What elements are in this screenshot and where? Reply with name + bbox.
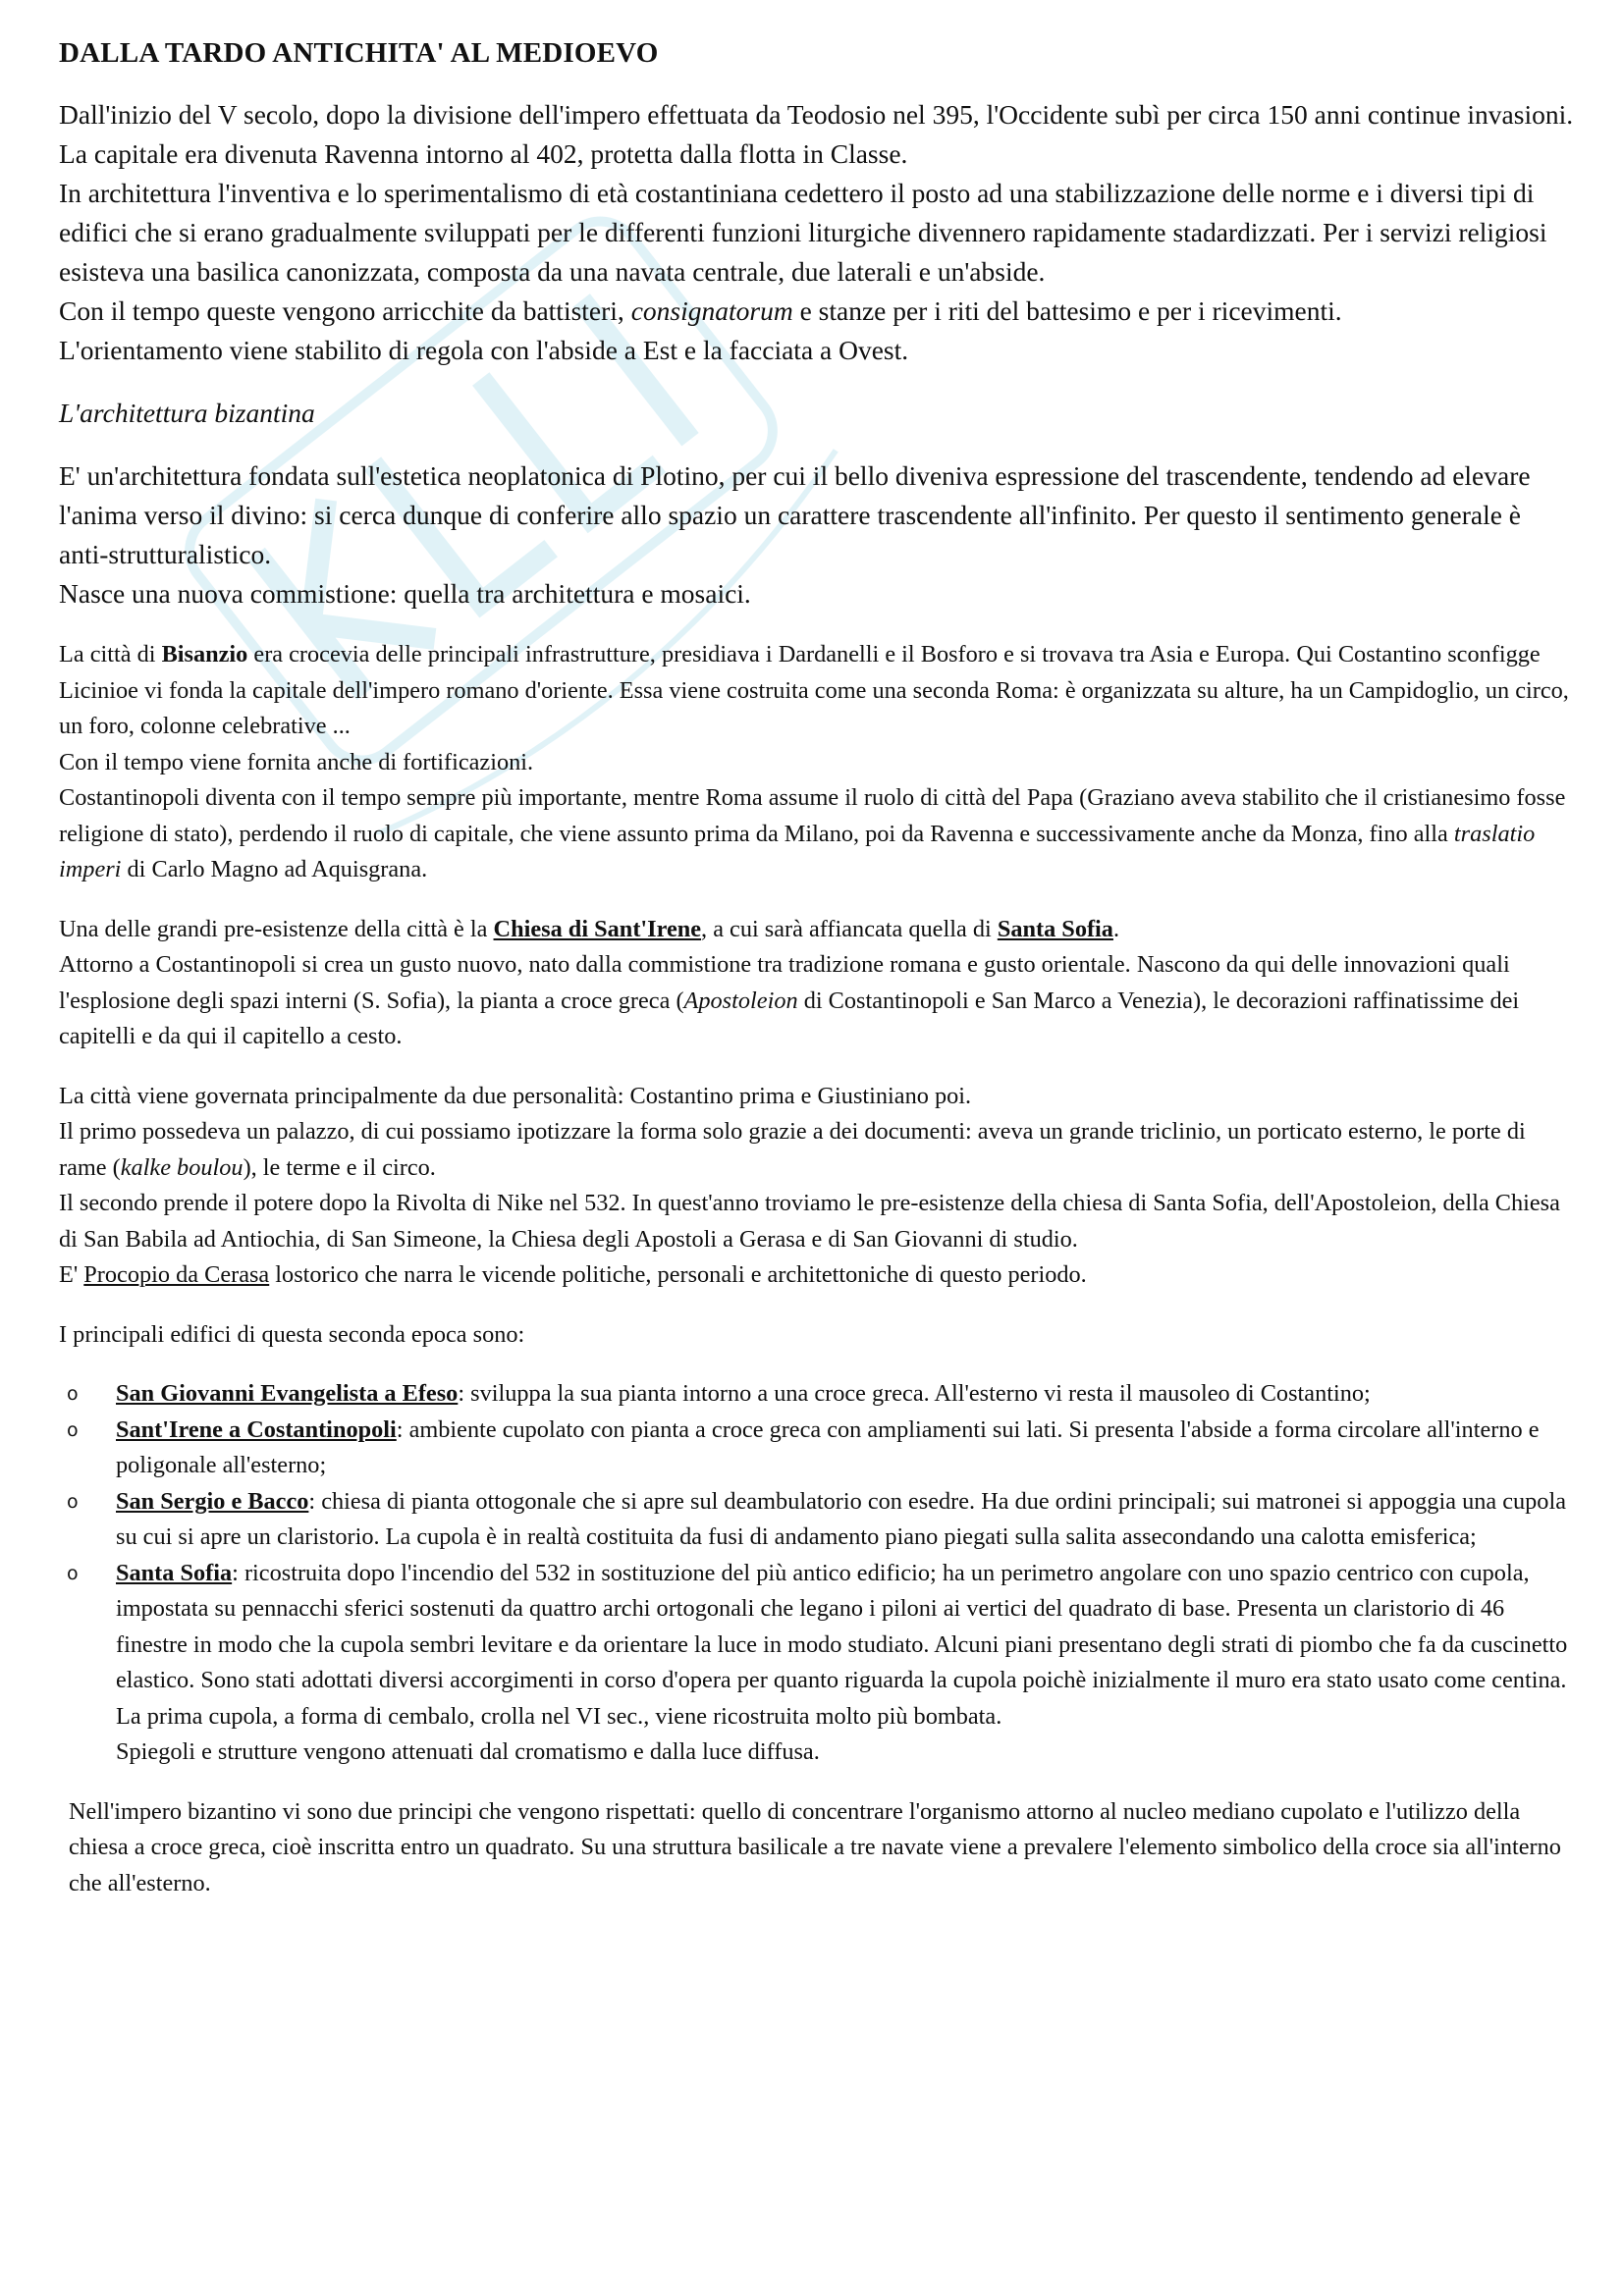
bullet-icon: o [67, 1490, 79, 1513]
governo-p4-underline: Procopio da Cerasa [83, 1261, 270, 1288]
bullet-icon: o [67, 1418, 79, 1441]
list-item-name: San Giovanni Evangelista a Efeso [116, 1380, 459, 1407]
byzantine-section [59, 456, 1576, 614]
list-item-text: : ricostruita dopo l'incendio del 532 in sostituzione del più antico edificio; ha un perimetro angolare con uno spazio centrico con cupola, impostata su pennacchi sferici sostenuti da quattro archi ortogonali che legano i piloni ai vertici del quadrato di base. Presenta un claristorio di 46 finestre in modo che la cupola sembri levitare e da orientare la luce in modo studiato. Alcuni piani presentano degli strati di piombo che fa da cuscinetto elastico. Sono stati adottati diversi accorgimenti in corso d'opera per quanto riguarda la cupola poichè inizialmente il muro era stato usato come centina. La prima cupola, a forma di cembalo, crolla nel VI sec., viene ricostruita molto più bombata. [116, 1559, 1568, 1730]
list-item [59, 1556, 1576, 1771]
irene-bold-underline-2: Santa Sofia [997, 915, 1113, 942]
list-item-text: : ambiente cupolato con pianta a croce greca con ampliamenti sui lati. Si presenta l'abside a forma circolare all'interno e poligonale all'esterno; [116, 1415, 1540, 1478]
irene-text-c: . [1112, 915, 1120, 942]
bisanzio-text-a: La città di [59, 641, 162, 667]
irene-text-a: Una delle grandi pre-esistenze della città è la [59, 915, 494, 942]
governo-p4-text-a: E' [59, 1261, 84, 1288]
list-item-text: : sviluppa la sua pianta intorno a una croce greca. All'esterno vi resta il mausoleo di Costantino; [458, 1380, 1371, 1407]
byzantine-paragraph-2: Nasce una nuova commistione: quella tra architettura e mosaici. [59, 578, 751, 609]
bisanzio-text-b: era crocevia delle principali infrastrutture, presidiava i Dardanelli e il Bosforo e si trovava tra Asia e Europa. Qui Costantino sconfigge Licinioe vi fonda la capitale dell'impero romano d'oriente. Essa viene costruita come una seconda Roma: è organizzata su alture, ha un Campidoglio, un circo, un foro, colonne celebrative ... [59, 641, 1569, 739]
intro-p3-text-b: e stanze per i riti del battesimo e per i ricevimenti. [792, 295, 1342, 326]
bisanzio-p3-text-b: di Carlo Magno ad Aquisgrana. [121, 856, 428, 882]
list-item-name: San Sergio e Bacco [116, 1487, 309, 1515]
edifici-intro: I principali edifici di questa seconda epoca sono: [59, 1320, 525, 1348]
intro-p3-italic: consignatorum [630, 295, 793, 326]
governo-section [59, 1079, 1576, 1294]
intro-section [59, 95, 1576, 370]
intro-p3-text-a: Con il tempo queste vengono arricchite da battisteri, [59, 295, 631, 326]
governo-paragraph-4 [59, 1257, 1576, 1294]
irene-p2-italic: Apostoleion [683, 987, 798, 1014]
governo-p4-text-b: lostorico che narra le vicende politiche, personali e architettoniche di questo periodo. [269, 1261, 1087, 1288]
irene-paragraph-2 [59, 947, 1576, 1055]
list-item-name: Sant'Irene a Costantinopoli [116, 1415, 397, 1443]
list-item-name: Santa Sofia [116, 1559, 233, 1586]
bisanzio-section [59, 637, 1576, 888]
byzantine-paragraph-1: E' un'architettura fondata sull'estetica neoplatonica di Plotino, per cui il bello diveniva espressione del trascendente, tendendo ad elevare l'anima verso il divino: si cerca dunque di conferire allo spazio un carattere trascendente all'infinito. Per questo il sentimento generale è anti-strutturalistico. [59, 460, 1531, 569]
irene-p2-text-a: Attorno a Costantinopoli si crea un gusto nuovo, nato dalla commistione tra tradizione romana e gusto orientale. Nascono da qui delle innovazioni quali l'esplosione degli spazi interni (S. Sofia), la pianta a croce greca ( [59, 951, 1510, 1014]
bisanzio-p3-text-a: Costantinopoli diventa con il tempo sempre più importante, mentre Roma assume il ruolo di città del Papa (Graziano aveva stabilito che il cristianesimo fosse religione di stato), perdendo il ruolo di capitale, che viene assunto prima da Milano, poi da Ravenna e successivamente anche da Monza, fino alla [59, 784, 1566, 847]
irene-paragraph-1 [59, 912, 1576, 948]
document-body [59, 37, 1576, 1901]
list-item [59, 1376, 1576, 1413]
bullet-icon: o [67, 1383, 79, 1405]
intro-paragraph-3 [59, 292, 1576, 331]
intro-paragraph-1: Dall'inizio del V secolo, dopo la divisione dell'impero effettuata da Teodosio nel 395, l'Occidente subì per circa 150 anni continue invasioni. La capitale era divenuta Ravenna intorno al 402, protetta dalla flotta in Classe. [59, 99, 1574, 169]
intro-paragraph-4: L'orientamento viene stabilito di regola con l'abside a Est e la facciata a Ovest. [59, 335, 909, 365]
bisanzio-paragraph-1 [59, 637, 1576, 745]
byzantine-heading: L'architettura bizantina [59, 398, 315, 428]
list-item [59, 1484, 1576, 1556]
bisanzio-paragraph-2: Con il tempo viene fornita anche di fortificazioni. [59, 748, 534, 775]
governo-paragraph-1: La città viene governata principalmente da due personalità: Costantino prima e Giustiniano poi. [59, 1082, 972, 1109]
governo-paragraph-3: Il secondo prende il potere dopo la Rivolta di Nike nel 532. In quest'anno troviamo le pre-esistenze della chiesa di Santa Sofia, dell'Apostoleion, della Chiesa di San Babila ad Antiochia, di San Simeone, la Chiesa degli Apostoli a Gerasa e di San Giovanni di studio. [59, 1190, 1560, 1253]
irene-p2-text-b: di Costantinopoli e San Marco a Venezia), le decorazioni raffinatissime dei capitelli e da qui il capitello a cesto. [59, 987, 1520, 1049]
intro-paragraph-2: In architettura l'inventiva e lo sperimentalismo di età costantiniana cedettero il posto ad una stabilizzazione delle norme e i diversi tipi di edifici che si erano gradualmente sviluppati per le differenti funzioni liturgiche divennero rapidamente stadardizzati. Per i servizi religiosi esisteva una basilica canonizzata, composta da una navata centrale, due laterali e un'abside. [59, 178, 1547, 287]
irene-text-b: , a cui sarà affiancata quella di [701, 915, 998, 942]
irene-section [59, 912, 1576, 1055]
edifici-list [59, 1376, 1576, 1771]
conclusion-paragraph: Nell'impero bizantino vi sono due principi che vengono rispettati: quello di concentrare l'organismo attorno al nucleo mediano cupolato e l'utilizzo della chiesa a croce greca, cioè inscritta entro un quadrato. Su una struttura basilicale a tre navate viene a prevalere l'elemento simbolico della croce sia all'interno che all'esterno. [69, 1797, 1561, 1896]
list-item-text: : chiesa di pianta ottogonale che si apre sul deambulatorio con esedre. Ha due ordini principali; sui matronei si appoggia una cupola su cui si apre un claristorio. La cupola è in realtà costituita da fusi di andamento piano piegati sulla salita assecondando una calotta emisferica; [116, 1487, 1566, 1550]
governo-p2-italic: kalke boulou [120, 1153, 243, 1181]
bullet-icon: o [67, 1562, 79, 1584]
bisanzio-bold: Bisanzio [161, 641, 248, 667]
list-item [59, 1413, 1576, 1484]
governo-paragraph-2 [59, 1114, 1576, 1186]
governo-p2-text-a: Il primo possedeva un palazzo, di cui possiamo ipotizzare la forma solo grazie a dei documenti: aveva un grande triclinio, un porticato esterno, le porte di rame ( [59, 1118, 1526, 1181]
governo-p2-text-b: ), le terme e il circo. [243, 1153, 436, 1181]
list-item-extra: Spiegoli e strutture vengono attenuati dal cromatismo e dalla luce diffusa. [116, 1738, 820, 1765]
bisanzio-p3-italic: traslatio imperi [59, 820, 1536, 882]
bisanzio-paragraph-3 [59, 780, 1576, 888]
irene-bold-underline-1: Chiesa di Sant'Irene [493, 915, 702, 942]
document-title: DALLA TARDO ANTICHITA' AL MEDIOEVO [59, 37, 659, 69]
